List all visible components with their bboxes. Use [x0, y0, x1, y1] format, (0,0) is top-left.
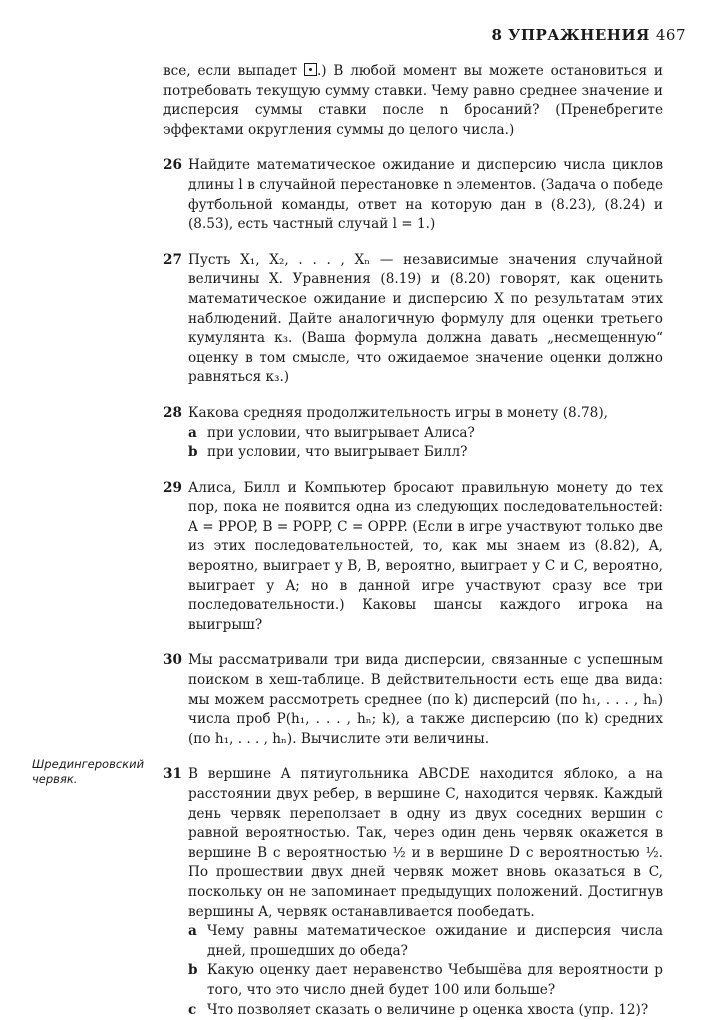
page-number: 467 — [655, 26, 686, 44]
part-letter: b — [188, 962, 198, 979]
exercise-part — [188, 1001, 663, 1020]
exercise-text: Найдите математическое ожидание и дисперсию числа циклов длины l в случайной перестановке n элементов. (Задача о победе футбольной команды, ответ на которую дан в (8.23), (8.24) и (8.53), есть частный случай l = 1.) — [188, 157, 663, 233]
exercise-29 — [163, 479, 663, 636]
margin-note: Шредингеровский червяк. — [32, 757, 145, 786]
part-letter: b — [188, 444, 198, 461]
exercise-text: Мы рассматривали три вида дисперсии, связанные с успешным поиском в хеш-таблице. В действительности есть еще два вида: мы можем рассмотреть среднее (по k) дисперсий (по h₁, . . . , hₙ) числа проб P(h₁, . . . , hₙ; k), а также дисперсию (по k) средних (по h₁, . . . , hₙ). Вычислите эти величины. — [188, 652, 663, 747]
part-text: Какую оценку дает неравенство Чебышёва для вероятности p того, что это число дней будет 100 или больше? — [207, 962, 663, 998]
part-letter: a — [188, 424, 197, 441]
continuation-text-a: все, если выпадет — [163, 63, 304, 79]
exercise-part — [188, 922, 663, 961]
part-letter: c — [188, 1001, 197, 1018]
exercise-text: Алиса, Билл и Компьютер бросают правильную монету до тех пор, пока не появится одна из следующих последовательностей: A = PPOP, B = POPP, C = OPPP. (Если в игре участвуют только две из этих последовательностей, то, как мы знаем из (8.82), A, вероятно, выиграет у B, B, вероятно, выиграет у C и C, вероятно, выиграет у A; но в данной игре участвуют сразу все три последовательности.) Каковы шансы каждого игрока на выигрыш? — [188, 479, 663, 633]
exercise-27 — [163, 251, 663, 388]
running-header — [492, 26, 687, 44]
part-text: при условии, что выигрывает Билл? — [207, 444, 468, 461]
part-letter: a — [188, 923, 197, 940]
die-face-icon — [304, 63, 317, 76]
exercise-28 — [163, 404, 663, 463]
part-text: Чему равны математическое ожидание и дисперсия числа дней, прошедших до обеда? — [207, 923, 663, 959]
exercise-31 — [163, 765, 663, 1020]
exercise-number: 26 — [163, 157, 182, 174]
exercise-30 — [163, 651, 663, 749]
exercise-text: Пусть X₁, X₂, . . . , Xₙ — независимые значения случайной величины X. Уравнения (8.19) и (8.20) говорят, как оценить математическое ожидание и дисперсию X по результатам этих наблюдений. Дайте аналогичную формулу для оценки третьего кумулянта κ₃. (Ваша формула должна давать „несмещенную“ оценку в том смысле, что ожидаемое значение оценки должно равняться κ₃.) — [188, 251, 663, 386]
exercise-part — [188, 961, 663, 1000]
continuation-paragraph — [163, 62, 663, 140]
exercise-number: 31 — [163, 766, 182, 783]
exercise-26 — [163, 156, 663, 234]
exercise-text: В вершине A пятиугольника ABCDE находится яблоко, а на расстоянии двух ребер, в вершине C, находится червяк. Каждый день червяк переползает в одну из двух соседних вершин с равной вероятностью. Так, через один день червяк окажется в вершине B с вероятностью ½ и в вершине D с вероятностью ½. По прошествии двух дней червяк может вновь оказаться в C, поскольку он не запоминает предыдущих положений. Достигнув вершины A, червяк останавливается пообедать. — [188, 766, 663, 920]
exercise-number: 27 — [163, 251, 182, 268]
exercise-part — [188, 424, 663, 444]
exercise-number: 28 — [163, 404, 182, 421]
part-text: при условии, что выигрывает Алиса? — [207, 424, 475, 441]
exercise-column — [163, 62, 663, 1020]
section-title: 8 УПРАЖНЕНИЯ — [491, 26, 650, 44]
exercise-number: 30 — [163, 652, 182, 669]
part-text: Что позволяет сказать о величине p оценка хвоста (упр. 12)? — [207, 1001, 649, 1018]
continuation-text-b: .) В любой момент вы можете остановиться и потребовать текущую сумму ставки. Чему равно среднее значение и дисперсия суммы ставки после n бросаний? (Пренебрегите эффектами округления суммы до целого числа.) — [163, 63, 663, 138]
exercise-number: 29 — [163, 479, 182, 496]
exercise-part — [188, 443, 663, 463]
exercise-text: Какова средняя продолжительность игры в монету (8.78), — [188, 404, 608, 421]
